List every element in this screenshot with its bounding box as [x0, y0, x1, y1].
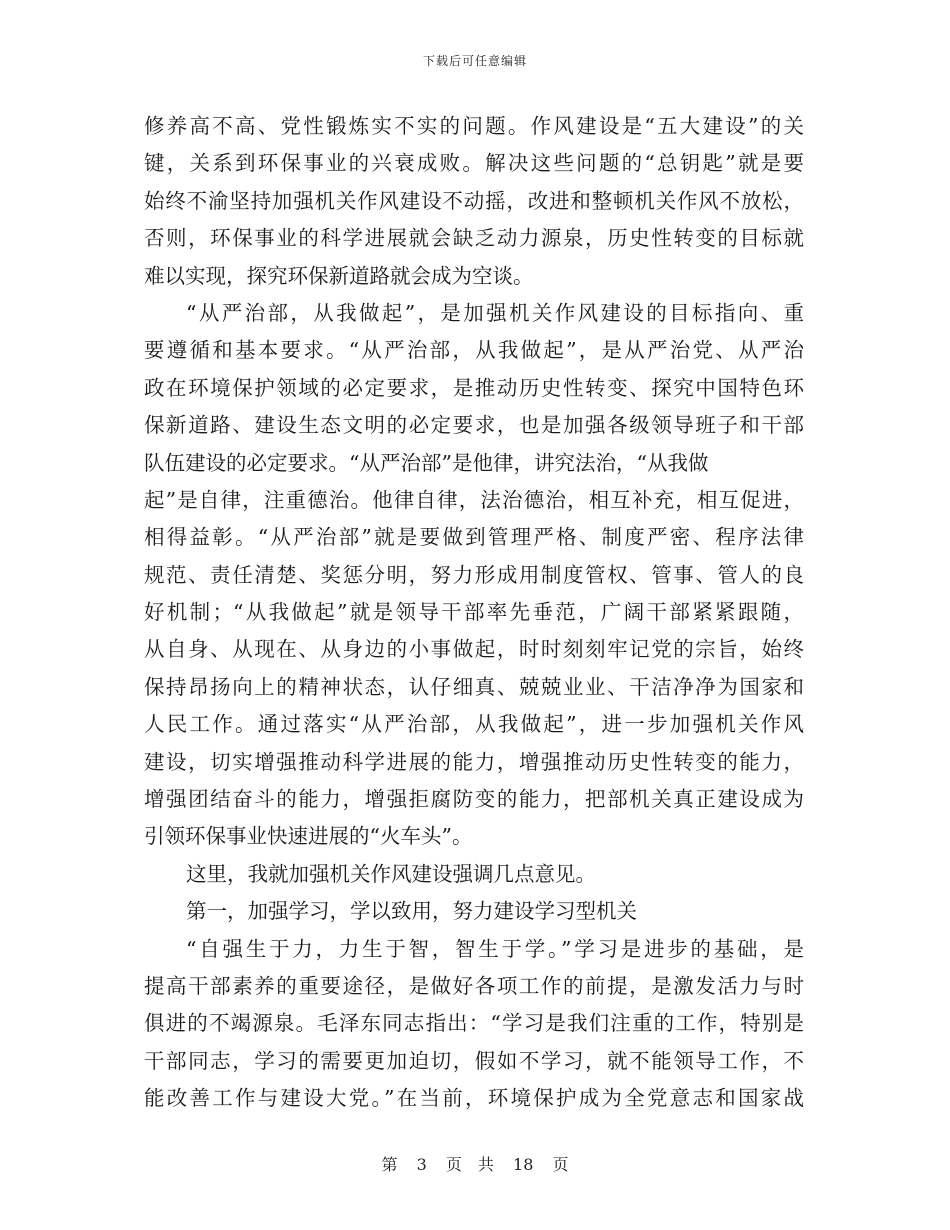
footer-total-pages: 18: [513, 1155, 534, 1174]
text-line: “自强生于力，力生于智，智生于学。”学习是进步的基础，是: [186, 936, 804, 961]
text-line: 政在环境保护领域的必定要求，是推动历史性转变、探究中国特色环: [144, 375, 804, 400]
text-line: 能改善工作与建设大党。”在当前，环境保护成为全党意志和国家战: [144, 1086, 804, 1111]
footer-current-page: 3: [416, 1155, 427, 1174]
text-line: 起”是自律，注重德治。他律自律，法治德治，相互补充，相互促进，: [144, 487, 804, 512]
text-line: 始终不渝坚持加强机关作风建设不动摇，改进和整顿机关作风不放松，: [144, 188, 804, 213]
text-line: 人民工作。通过落实“从严治部，从我做起”，进一步加强机关作风: [144, 712, 804, 737]
text-line: 从自身、从现在、从身边的小事做起，时时刻刻牢记党的宗旨，始终: [144, 637, 804, 662]
text-line: 好机制；“从我做起”就是领导干部率先垂范，广阔干部紧紧跟随，: [144, 600, 804, 625]
text-line: 否则，环保事业的科学进展就会缺乏动力源泉，历史性转变的目标就: [144, 226, 804, 251]
text-line: 提高干部素养的重要途径，是做好各项工作的前提，是激发活力与时: [144, 973, 804, 998]
text-line: 键，关系到环保事业的兴衰成败。解决这些问题的“总钥匙”就是要: [144, 151, 804, 176]
document-body: [144, 108, 804, 1118]
text-line: 增强团结奋斗的能力，增强拒腐防变的能力，把部机关真正建设成为: [144, 787, 804, 812]
text-line: 干部同志，学习的需要更加迫切，假如不学习，就不能领导工作，不: [144, 1048, 804, 1073]
text-line: “从严治部，从我做起”，是加强机关作风建设的目标指向、重: [186, 300, 804, 325]
page-footer: [0, 1152, 950, 1175]
header-text: 下载后可任意编辑: [422, 54, 527, 68]
text-line: 规范、责任清楚、奖惩分明，努力形成用制度管权、管事、管人的良: [144, 562, 804, 587]
footer-middle: 页 共: [445, 1155, 494, 1174]
text-line: 建设，切实增强推动科学进展的能力，增强推动历史性转变的能力，: [144, 749, 804, 774]
text-line: 保持昂扬向上的精神状态，认仔细真、兢兢业业、干洁净净为国家和: [144, 674, 804, 699]
text-line: 第一，加强学习，学以致用，努力建设学习型机关: [186, 899, 637, 924]
text-line: 保新道路、建设生态文明的必定要求，也是加强各级领导班子和干部: [144, 413, 804, 438]
page-header: [0, 52, 950, 69]
text-line: 要遵循和基本要求。“从严治部，从我做起”，是从严治党、从严治: [144, 338, 804, 363]
footer-suffix: 页: [552, 1155, 569, 1174]
text-line: 俱进的不竭源泉。毛泽东同志指出：“学习是我们注重的工作，特别是: [144, 1011, 804, 1036]
text-line: 修养高不高、党性锻炼实不实的问题。作风建设是“五大建设”的关: [144, 114, 804, 138]
text-line: 队伍建设的必定要求。“从严治部”是他律，讲究法治，“从我做: [144, 450, 709, 475]
text-line: 这里，我就加强机关作风建设强调几点意见。: [186, 861, 596, 886]
text-line: 相得益彰。“从严治部”就是要做到管理严格、制度严密、程序法律: [144, 525, 804, 550]
footer-prefix: 第: [381, 1155, 398, 1174]
text-line: 引领环保事业快速进展的“火车头”。: [144, 824, 473, 849]
text-line: 难以实现，探究环保新道路就会成为空谈。: [144, 263, 534, 288]
